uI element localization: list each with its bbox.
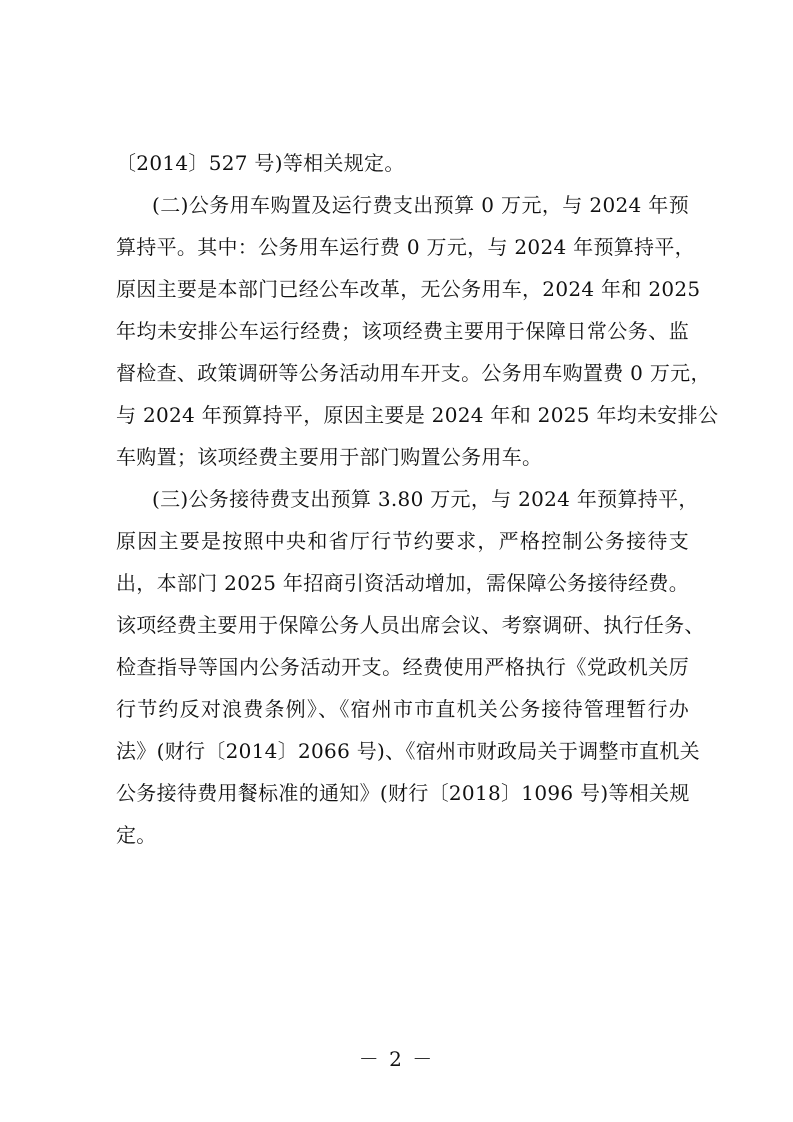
text-line-4: 原因主要是本部门已经公车改革，无公务用车，2024 年和 2025 [116, 277, 701, 301]
text-line-3: 算持平。其中：公务用车运行费 0 万元，与 2024 年预算持平， [116, 235, 695, 259]
text-line-7: 与 2024 年预算持平，原因主要是 2024 年和 2025 年均未安排公 [116, 403, 719, 427]
text-line-6: 督检查、政策调研等公务活动用车开支。公务用车购置费 0 万元， [116, 361, 711, 385]
text-line-16: 公务接待费用餐标准的通知》(财行〔2018〕1096 号)等相关规 [116, 781, 690, 805]
text-line-2: (二)公务用车购置及运行费支出预算 0 万元，与 2024 年预 [152, 193, 689, 217]
text-line-10: 原因主要是按照中央和省厅行节约要求，严格控制公务接待支 [116, 529, 689, 553]
page-number: － 2 － [358, 1047, 435, 1071]
text-line-15: 法》(财行〔2014〕2066 号)、《宿州市财政局关于调整市直机关 [116, 739, 700, 763]
text-line-13: 检查指导等国内公务活动开支。经费使用严格执行《党政机关厉 [116, 655, 689, 679]
text-line-5: 年均未安排公车运行经费；该项经费主要用于保障日常公务、监 [116, 319, 689, 343]
text-line-1: 〔2014〕527 号)等相关规定。 [116, 151, 405, 175]
text-line-8: 车购置；该项经费主要用于部门购置公务用车。 [116, 445, 543, 469]
text-line-14: 行节约反对浪费条例》、《宿州市市直机关公务接待管理暂行办 [116, 697, 689, 721]
text-line-12: 该项经费主要用于保障公务人员出席会议、考察调研、执行任务、 [116, 613, 705, 637]
text-line-17: 定。 [116, 823, 157, 847]
text-line-11: 出，本部门 2025 年招商引资活动增加，需保障公务接待经费。 [116, 571, 689, 595]
text-line-9: (三)公务接待费支出预算 3.80 万元，与 2024 年预算持平， [152, 487, 699, 511]
